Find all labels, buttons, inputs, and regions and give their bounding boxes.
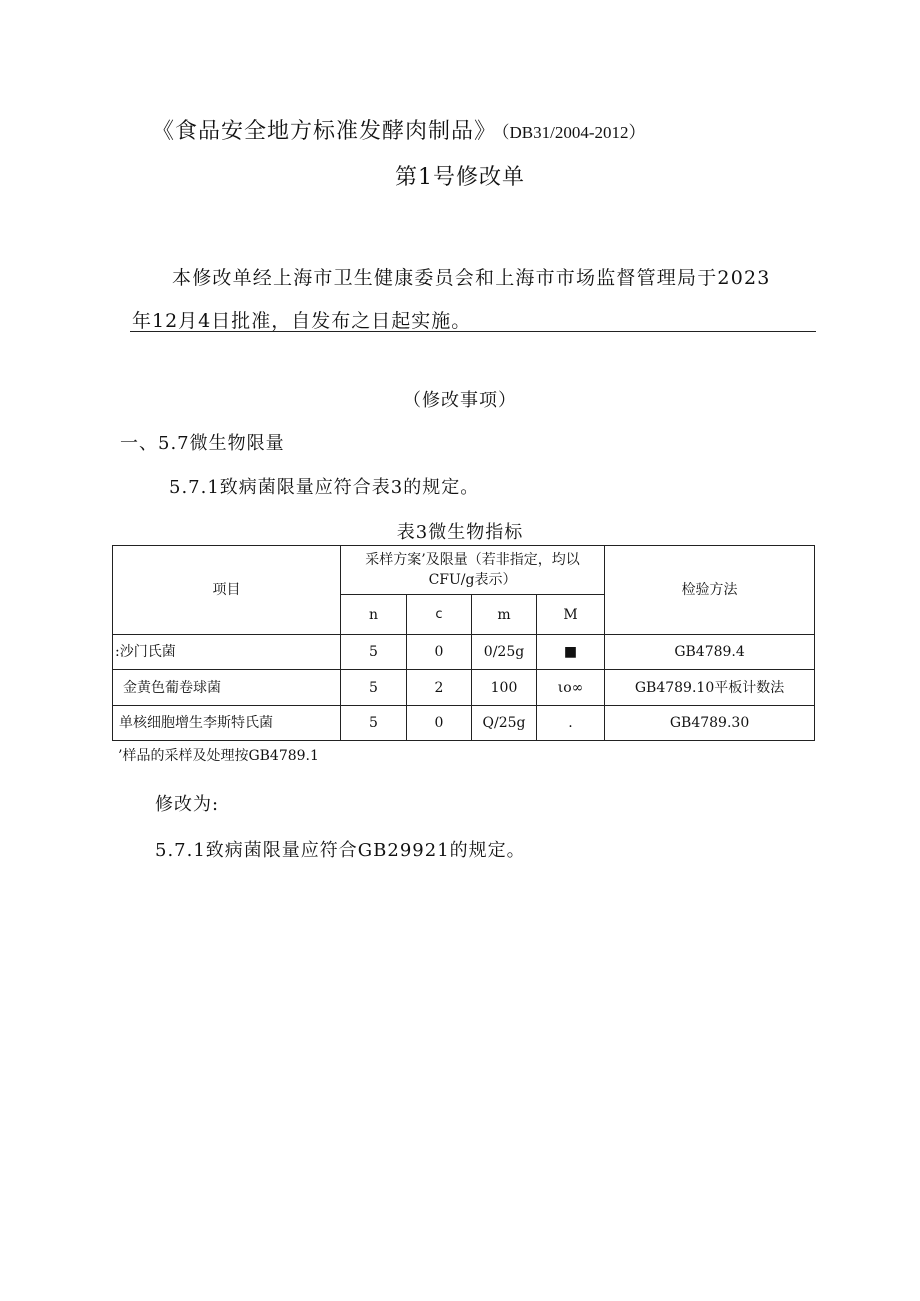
cell-method: GB4789.4 bbox=[605, 635, 815, 670]
table-row bbox=[113, 706, 815, 741]
header-c: c bbox=[407, 595, 472, 635]
cell-item: :沙门氏菌 bbox=[113, 635, 341, 670]
table-row bbox=[113, 635, 815, 670]
header-n: n bbox=[341, 595, 407, 635]
cell-item: 单核细胞增生李斯特氏菌 bbox=[113, 706, 341, 741]
table-row bbox=[113, 670, 815, 706]
standard-code: （DB31/2004-2012） bbox=[501, 123, 646, 142]
table-caption: 表3微生物指标 bbox=[396, 522, 524, 543]
table-footnote: ’样品的采样及处理按GB4789.1 bbox=[118, 748, 319, 764]
header-test-method: 检验方法 bbox=[605, 546, 815, 635]
title-text: 《食品安全地方标准发酵肉制品》 bbox=[152, 119, 498, 144]
amend-to-label: 修改为: bbox=[155, 794, 220, 815]
cell-m: Q∕25g bbox=[472, 706, 537, 741]
approval-text-line1: 本修改单经上海市卫生健康委员会和上海市市场监督管理局于2023 bbox=[172, 267, 771, 289]
cell-m: 100 bbox=[472, 670, 537, 706]
cell-n: 5 bbox=[341, 706, 407, 741]
document-title bbox=[152, 114, 646, 145]
horizontal-rule bbox=[130, 331, 816, 332]
cell-m: 0∕25g bbox=[472, 635, 537, 670]
cell-method: GB4789.10平板计数法 bbox=[605, 670, 815, 706]
amended-clause: 5.7.1致病菌限量应符合GB29921的规定。 bbox=[155, 840, 526, 861]
amendment-items-heading: （修改事项） bbox=[403, 390, 517, 411]
cell-n: 5 bbox=[341, 670, 407, 706]
header-item: 项目 bbox=[113, 546, 341, 635]
header-M: M bbox=[537, 595, 605, 635]
cell-M: . bbox=[537, 706, 605, 741]
cell-c: 0 bbox=[407, 706, 472, 741]
amendment-number: 第1号修改单 bbox=[395, 165, 525, 190]
approval-text-line2: 年12月4日批准，自发布之日起实施。 bbox=[132, 310, 472, 332]
cell-M: ιo∞ bbox=[537, 670, 605, 706]
cell-c: 0 bbox=[407, 635, 472, 670]
cell-M: ■ bbox=[537, 635, 605, 670]
microbial-limits-table bbox=[112, 545, 814, 741]
cell-method: GB4789.30 bbox=[605, 706, 815, 741]
original-clause: 5.7.1致病菌限量应符合表3的规定。 bbox=[169, 477, 480, 498]
cell-item: 金黄色葡卷球菌 bbox=[113, 670, 341, 706]
cell-c: 2 bbox=[407, 670, 472, 706]
cell-n: 5 bbox=[341, 635, 407, 670]
header-m: m bbox=[472, 595, 537, 635]
section-heading: 一、5.7微生物限量 bbox=[120, 433, 285, 454]
header-sampling-plan: 采样方案’及限量（若非指定，均以CFU/g表示） bbox=[341, 546, 605, 595]
